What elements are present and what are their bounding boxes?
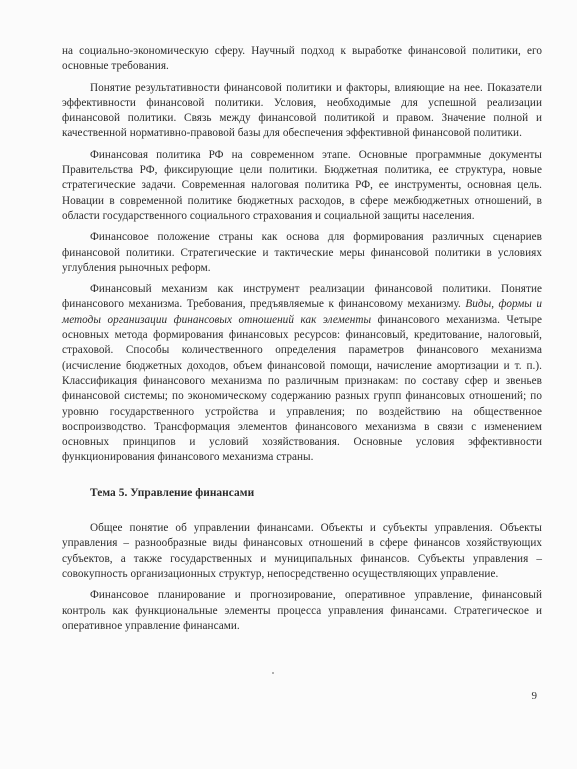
paragraph-policy-effectiveness: Понятие результативности финансовой политики и факторы, влияющие на нее. Показатели эффективности финансовой политики. Условия, необходимые для успешной реализации финансовой политики. Связь между финансовой политикой и правом. Значение полной и качественной нормативно-правовой базы для обеспечения эффективной финансовой политики. — [62, 81, 542, 140]
paragraph-finance-management: Общее понятие об управлении финансами. Объекты и субъекты управления. Объекты управления – разнообразные виды финансовых отношений в сфере финансов хозяйствующих субъектов, а также государственных и муниципальных финансов. Субъекты управления – совокупность организационных структур, непосредственно осуществляющих управление. — [62, 522, 542, 580]
paragraph-planning-forecasting: Финансовое планирование и прогнозирование, оперативное управление, финансовый контроль как функциональные элементы процесса управления финансами. Стратегическое и оперативное управление финансами. — [62, 589, 542, 632]
document-body — [62, 44, 542, 634]
paragraph-financial-mechanism — [62, 282, 542, 466]
section-heading: Тема 5. Управление финансами — [90, 486, 255, 499]
paragraph-financial-mechanism-part-b: финансового механизма. Четыре основных метода формирования финансовых ресурсов: финансовый, кредитование, налоговый, страховой. Способы количественного определения параметров финансового механизма (исчисление бюджетных доходов, объем финансовой помощи, начисление амортизации и т. п.). Классификация финансового механизма по различным признакам: по составу сфер и звеньев финансовой системы; по экономическому содержанию разных групп финансовых отношений; по уровню государственного устройства и управления; по воздействию на общественное воспроизводство. Трансформация элементов финансового механизма в связи с изменением основных принципов и условий хозяйствования. Основные условия эффективности функционирования финансового механизма страны. — [62, 313, 543, 464]
paragraph-continuation: на социально-экономическую сферу. Научный подход к выработке финансовой политики, его основные требования. — [62, 45, 542, 73]
paragraph-financial-mechanism-italic: Виды, формы и методы организации финансовых отношений как элементы — [62, 298, 542, 326]
paragraph-rf-financial-policy: Финансовая политика РФ на современном этапе. Основные программные документы Правительства РФ, фиксирующие цели политики. Бюджетная политика, ее структура, новые стратегические задачи. Современная налоговая политика РФ, ее инструменты, основная цель. Новации в современной политике бюджетных расходов, в сфере межбюджетных отношений, в области государственного социального страхования и социальной защиты населения. — [62, 148, 542, 222]
page-number: 9 — [531, 690, 537, 702]
paragraph-financial-mechanism-part-a: Финансовый механизм как инструмент реализации финансовой политики. Понятие финансового механизма. Требования, предъявляемые к финансовому механизму. — [62, 283, 542, 311]
paragraph-financial-situation: Финансовое положение страны как основа для формирования различных сценариев финансовой политики. Стратегические и тактические меры финансовой политики в условиях углубления рыночных реформ. — [62, 231, 542, 274]
scan-speck — [272, 672, 274, 674]
